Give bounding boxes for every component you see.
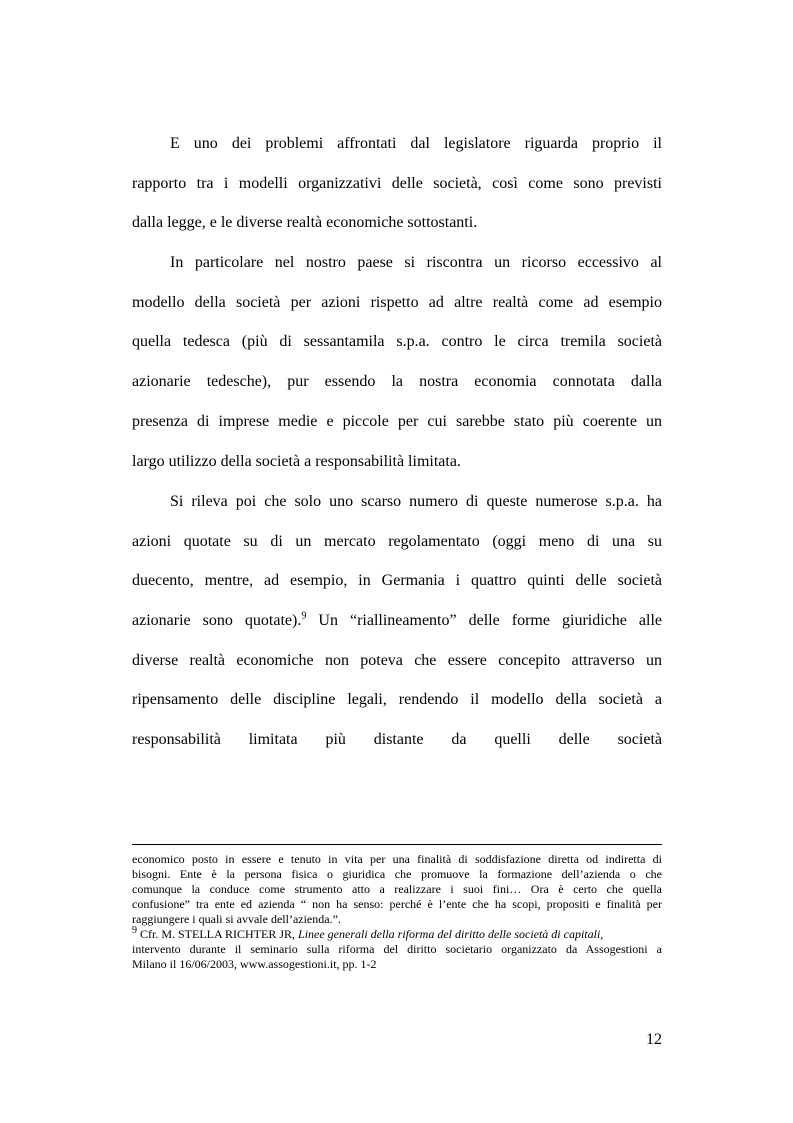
body-line-with-footnote: [132, 611, 662, 631]
footnote-reference: 9: [301, 610, 307, 622]
footnote-title: Linee generali della riforma del diritto delle società di capitali,: [298, 927, 604, 941]
body-line: presenza di imprese medie e piccole per cui sarebbe stato più coerente un: [132, 413, 662, 430]
body-line: rapporto tra i modelli organizzativi delle società, così come sono previsti: [132, 175, 662, 192]
footnote-separator: [132, 844, 662, 845]
body-text: Un “riallineamento” delle forme giuridiche alle: [306, 612, 663, 629]
body-line: largo utilizzo della società a responsabilità limitata.: [132, 453, 461, 470]
body-line: azioni quotate su di un mercato regolamentato (oggi meno di una su: [132, 533, 662, 550]
footnote-line: Milano il 16/06/2003, www.assogestioni.it, pp. 1-2: [132, 957, 377, 971]
body-line: quella tedesca (più di sessantamila s.p.a. contro le circa tremila società: [132, 333, 662, 350]
footnote-line: bisogni. Ente è la persona fisica o giuridica che promuove la formazione dell’azienda o che: [132, 867, 662, 881]
body-line: E uno dei problemi affrontati dal legislatore riguarda proprio il: [170, 135, 662, 152]
body-line: modello della società per azioni rispetto ad altre realtà come ad esempio: [132, 294, 662, 311]
body-text: azionarie sono quotate).: [132, 612, 302, 629]
footnote-9-first-line: [132, 927, 662, 942]
footnote-line: comunque la conduce come strumento atto a realizzare i suoi fini… Ora è certo che quella: [132, 882, 662, 896]
page-number: 12: [646, 1031, 662, 1048]
footnote-marker: 9: [132, 925, 137, 936]
footnote-line: intervento durante il seminario sulla riforma del diritto societario organizzato da Assogestioni a: [132, 942, 662, 956]
body-line: In particolare nel nostro paese si riscontra un ricorso eccessivo al: [170, 254, 662, 271]
body-line: Si rileva poi che solo uno scarso numero di queste numerose s.p.a. ha: [170, 493, 662, 510]
body-line: responsabilità limitata più distante da quelli delle società: [132, 731, 662, 748]
footnote-citation: Cfr. M. STELLA RICHTER JR,: [137, 927, 299, 941]
footnote-line: economico posto in essere e tenuto in vita per una finalità di soddisfazione diretta od indiretta di: [132, 852, 662, 866]
body-line: duecento, mentre, ad esempio, in Germania i quattro quinti delle società: [132, 572, 662, 589]
footnote-line: raggiungere i quali si avvale dell’azienda.”.: [132, 912, 341, 926]
footnote-line: confusione” tra ente ed azienda “ non ha senso: perché è l’ente che ha scopi, propositi e finalità per: [132, 897, 662, 911]
body-line: dalla legge, e le diverse realtà economiche sottostanti.: [132, 214, 478, 231]
body-line: ripensamento delle discipline legali, rendendo il modello della società a: [132, 691, 662, 708]
body-line: azionarie tedesche), pur essendo la nostra economia connotata dalla: [132, 373, 662, 390]
body-line: diverse realtà economiche non poteva che essere concepito attraverso un: [132, 652, 662, 669]
